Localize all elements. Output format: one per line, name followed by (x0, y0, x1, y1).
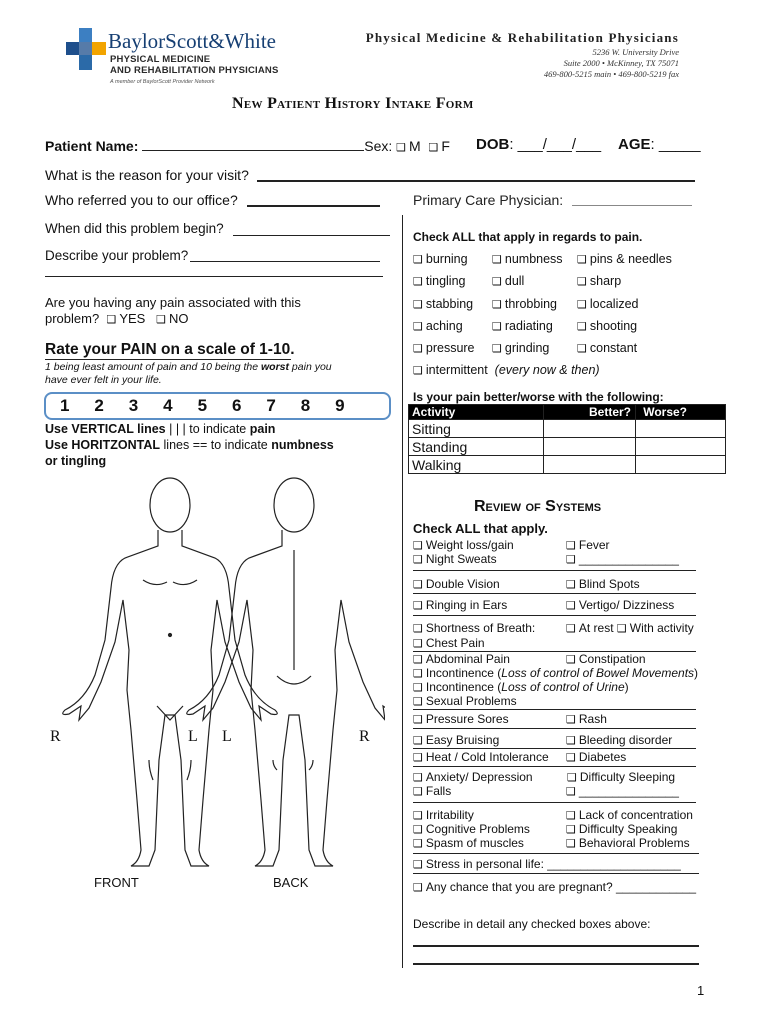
vert-a: Use VERTICAL lines (45, 422, 166, 436)
logo-subtitle-1: PHYSICAL MEDICINE (110, 54, 211, 65)
ros-abdominal-pain[interactable] (413, 652, 510, 666)
label-end: ) (694, 666, 699, 680)
pain-type-checkbox[interactable]: ❑ (413, 319, 423, 333)
pain-no-checkbox[interactable]: ❑ (156, 313, 167, 326)
pain-scale-title: Rate your PAIN on a scale of 1-10. (45, 341, 295, 358)
checkbox[interactable]: ❑ (413, 785, 423, 798)
checkbox[interactable]: ❑ (566, 713, 576, 726)
checkbox[interactable]: ❑ (413, 539, 423, 552)
label: Chest Pain (425, 636, 485, 650)
pain-type-label: constant (589, 341, 638, 356)
pain-scale-number[interactable]: 6 (231, 396, 242, 415)
ros-describe-label: Describe in detail any checked boxes above: (413, 917, 651, 931)
pain-type-checkbox[interactable]: ❑ (577, 297, 587, 311)
pain-scale-number[interactable]: 8 (300, 396, 311, 415)
pain-question-line2 (45, 311, 189, 326)
pain-type-checkbox[interactable]: ❑ (492, 342, 502, 356)
ros-rash[interactable] (566, 712, 607, 726)
ros-divider (413, 593, 696, 594)
label: Cognitive Problems (425, 822, 530, 836)
label: Shortness of Breath: (425, 621, 536, 635)
pain-type-checkbox[interactable]: ❑ (413, 275, 423, 289)
front-left-label: L (188, 728, 198, 745)
label: _______________ (578, 552, 679, 566)
age-field[interactable] (618, 136, 701, 153)
back-left-label: L (222, 728, 232, 745)
ros-incontinence-bowel[interactable] (413, 666, 698, 680)
better-col-header: Better? (544, 405, 636, 420)
ros-divider (413, 748, 696, 749)
began-field[interactable] (233, 235, 390, 236)
pain-type-option[interactable] (413, 319, 463, 333)
ros-divider (413, 766, 696, 767)
checkbox[interactable]: ❑ (413, 637, 423, 650)
pcp-field[interactable] (572, 205, 692, 206)
pain-scale-number[interactable]: 9 (335, 396, 345, 415)
ros-anxiety[interactable] (413, 770, 533, 784)
ros-incontinence-urine[interactable] (413, 680, 629, 694)
ros-behavioral[interactable] (566, 836, 690, 850)
pain-scale-number[interactable]: 7 (266, 396, 276, 415)
intermittent-checkbox[interactable]: ❑ (413, 364, 423, 377)
horiz-c: numbness (271, 438, 334, 452)
label: _______________ (578, 784, 679, 798)
activity-row (409, 420, 726, 438)
label-end: ) (624, 680, 629, 694)
age-blank: : _____ (650, 136, 701, 153)
ros-heat-cold[interactable] (413, 750, 549, 764)
vert-c: pain (249, 422, 276, 436)
activity-heading: Is your pain better/worse with the following: (413, 390, 664, 404)
ros-other-2[interactable] (566, 784, 679, 798)
checkbox[interactable]: ❑ (566, 785, 576, 798)
label: Difficulty Sleeping (579, 770, 676, 784)
ros-title: Review of Systems (474, 498, 602, 515)
activity-standing: Standing (409, 438, 544, 456)
horizontal-instruction-line2: or tingling (45, 454, 107, 468)
ros-pregnant[interactable] (413, 880, 696, 894)
ros-divider (413, 615, 696, 616)
label: Constipation (578, 652, 646, 666)
ros-irritability[interactable] (413, 808, 474, 822)
pain-scale-number[interactable]: 5 (197, 396, 208, 415)
label: Pressure Sores (425, 712, 509, 726)
pain-scale-number[interactable]: 3 (128, 396, 139, 415)
checkbox[interactable]: ❑ (413, 681, 423, 694)
pain-type-checkbox[interactable]: ❑ (577, 319, 587, 333)
ros-chest-pain[interactable] (413, 636, 485, 650)
checkbox[interactable]: ❑ (413, 771, 423, 784)
walking-better-cell[interactable] (544, 456, 636, 474)
standing-better-cell[interactable] (544, 438, 636, 456)
checkbox[interactable]: ❑ (413, 713, 423, 726)
pain-type-label: throbbing (504, 296, 557, 311)
pain-type-checkbox[interactable]: ❑ (577, 253, 587, 266)
ros-describe-line-2[interactable] (413, 963, 699, 965)
ros-divider (413, 802, 696, 803)
label: Vertigo/ Dizziness (578, 598, 675, 612)
pain-type-label: shooting (589, 318, 638, 333)
pain-type-option[interactable] (413, 297, 473, 311)
pain-type-checkbox[interactable]: ❑ (413, 253, 423, 266)
label: Difficulty Speaking (578, 822, 678, 836)
vertical-instruction (45, 422, 275, 436)
checkbox[interactable]: ❑ (566, 734, 576, 747)
pain-type-option[interactable] (577, 341, 637, 355)
ros-stress[interactable] (413, 857, 681, 871)
ros-cognitive[interactable] (413, 822, 530, 836)
pain-type-checkbox[interactable]: ❑ (492, 253, 502, 266)
reason-field[interactable] (257, 180, 695, 182)
ros-shortness-breath[interactable] (413, 621, 535, 635)
pain-question-label: problem? (45, 311, 100, 326)
pain-type-label: stabbing (425, 296, 474, 311)
label: Irritability (425, 808, 474, 822)
label: Any chance that you are pregnant? ____________ (425, 880, 697, 894)
ros-divider (413, 853, 699, 854)
checkbox[interactable]: ❑ (566, 653, 576, 666)
describe-field-2[interactable] (45, 276, 383, 277)
checkbox[interactable]: ❑ (413, 553, 423, 566)
pain-type-option[interactable] (577, 319, 637, 333)
ros-night-sweats[interactable] (413, 552, 497, 566)
pain-type-checkbox[interactable]: ❑ (577, 342, 587, 356)
ros-pressure-sores[interactable] (413, 712, 509, 726)
checkbox[interactable]: ❑ (413, 881, 423, 894)
ros-bleeding-disorder[interactable] (566, 733, 672, 747)
sex-label: Sex: (364, 138, 393, 154)
pain-type-option[interactable] (577, 274, 621, 288)
checkbox[interactable]: ❑ (413, 667, 423, 680)
ros-diabetes[interactable] (566, 750, 626, 764)
pain-type-label: dull (504, 274, 525, 289)
checkbox[interactable]: ❑ (413, 734, 423, 747)
pain-type-option[interactable] (413, 252, 468, 266)
checkbox[interactable]: ❑ (566, 599, 576, 612)
front-right-label: R (50, 728, 61, 745)
pain-type-option[interactable] (492, 297, 557, 311)
activity-header-row (409, 405, 726, 420)
ros-vertigo[interactable] (566, 598, 674, 612)
back-right-label: R (359, 728, 370, 745)
pain-scale-title-underline (45, 359, 291, 360)
patient-name-field[interactable] (142, 139, 364, 151)
pain-question-line1: Are you having any pain associated with this (45, 295, 301, 310)
sex-f-label: F (441, 138, 450, 154)
ros-check-all: Check ALL that apply. (413, 521, 548, 536)
ros-blind-spots[interactable] (566, 577, 640, 591)
pain-type-checkbox[interactable]: ❑ (577, 275, 587, 289)
checkbox[interactable]: ❑ (566, 823, 576, 836)
patient-name-label: Patient Name: (45, 138, 139, 154)
checkbox[interactable]: ❑ (413, 599, 423, 612)
checkbox[interactable]: ❑ (566, 553, 576, 566)
describe-field-1[interactable] (190, 261, 380, 262)
address-line-1: 5236 W. University Drive (592, 47, 679, 57)
label: Weight loss/gain (425, 538, 514, 552)
pain-type-option[interactable] (492, 341, 549, 355)
checkbox[interactable]: ❑ (566, 809, 576, 822)
worse-col-header: Worse? (636, 405, 726, 420)
activity-row (409, 456, 726, 474)
ros-difficulty-speaking[interactable] (566, 822, 677, 836)
pain-type-option[interactable] (413, 274, 466, 288)
pain-type-label: burning (425, 252, 468, 266)
sitting-worse-cell[interactable] (636, 420, 726, 438)
pain-type-label: localized (589, 296, 639, 311)
label: Rash (578, 712, 607, 726)
pain-types-heading: Check ALL that apply in regards to pain. (413, 230, 643, 244)
horizontal-instruction (45, 438, 334, 452)
age-label: AGE (618, 136, 651, 153)
label: Stress in personal life: ____________________ (425, 857, 681, 871)
ros-sexual-problems[interactable] (413, 694, 517, 708)
label: Spasm of muscles (425, 836, 524, 850)
pain-type-label: numbness (504, 252, 563, 266)
pain-scale-numbers (60, 396, 370, 416)
pain-scale-number[interactable]: 4 (163, 396, 173, 415)
checkbox[interactable]: ❑ (413, 653, 423, 666)
walking-worse-cell[interactable] (636, 456, 726, 474)
dob-field[interactable] (476, 136, 601, 153)
describe-question: Describe your problem? (45, 248, 189, 263)
checkbox[interactable]: ❑ (566, 578, 576, 591)
label: Double Vision (425, 577, 500, 591)
pain-type-checkbox[interactable]: ❑ (492, 319, 502, 333)
ros-divider (413, 570, 696, 571)
label: Night Sweats (425, 552, 497, 566)
label: Bleeding disorder (578, 733, 673, 747)
pain-note-a: 1 being least amount of pain and 10 being the (45, 361, 261, 373)
sex-m-label: M (409, 138, 421, 154)
pain-type-checkbox[interactable]: ❑ (492, 297, 502, 311)
label: Incontinence ( (425, 666, 502, 680)
intermittent-label: intermittent (425, 363, 488, 377)
pain-note-worst: worst (261, 361, 290, 373)
label: Incontinence ( (425, 680, 502, 694)
dob-blank: : ___/___/___ (509, 136, 602, 153)
checkbox[interactable]: ❑ (566, 751, 576, 764)
vert-b: | | | to indicate (165, 422, 250, 436)
pain-type-option[interactable] (577, 297, 639, 311)
ros-falls[interactable] (413, 784, 451, 798)
ros-constipation[interactable] (566, 652, 646, 666)
logo-cross-icon (66, 28, 106, 70)
label: Anxiety/ Depression (425, 770, 533, 784)
checkbox[interactable]: ❑ (413, 751, 423, 764)
ros-spasm[interactable] (413, 836, 524, 850)
checkbox[interactable]: ❑ (413, 809, 423, 822)
ros-lack-concentration[interactable] (566, 808, 693, 822)
logo-tagline: A member of BaylorScott Provider Network (110, 79, 215, 85)
pain-type-option[interactable] (577, 252, 672, 266)
ros-fever[interactable] (566, 538, 610, 552)
pain-type-label: aching (425, 318, 463, 333)
reason-question: What is the reason for your visit? (45, 167, 249, 183)
label-detail: Loss of control of Bowel Movements (501, 666, 695, 680)
pain-type-option[interactable] (492, 274, 524, 288)
activity-sitting: Sitting (409, 420, 544, 438)
ros-ringing-ears[interactable] (413, 598, 507, 612)
pain-scale-note-line1 (45, 361, 332, 373)
front-body-figure (63, 478, 278, 866)
ros-divider (413, 709, 696, 710)
pain-type-option[interactable] (413, 341, 475, 355)
checkbox[interactable]: ❑ (413, 622, 423, 635)
activity-walking: Walking (409, 456, 544, 474)
pcp-question: Primary Care Physician: (413, 192, 564, 208)
address-line-2: Suite 2000 • McKinney, TX 75071 (563, 58, 679, 68)
pain-type-intermittent[interactable] (413, 363, 600, 377)
page-number: 1 (697, 983, 705, 998)
ros-sob-options (566, 621, 694, 635)
label: Diabetes (578, 750, 627, 764)
body-diagram[interactable] (45, 470, 385, 875)
pain-yes-label: YES (119, 311, 146, 326)
column-divider (402, 215, 403, 968)
pain-scale-number[interactable]: 2 (94, 396, 104, 415)
logo-wordmark: BaylorScott&White (108, 29, 276, 53)
dob-label: DOB (476, 136, 510, 153)
checkbox[interactable]: ❑ (413, 858, 423, 871)
pain-no-label: NO (169, 311, 189, 326)
label: Ringing in Ears (425, 598, 508, 612)
standing-worse-cell[interactable] (636, 438, 726, 456)
label: Blind Spots (578, 577, 640, 591)
practice-name: Physical Medicine & Rehabilitation Physicians (365, 30, 679, 45)
ros-double-vision[interactable] (413, 577, 500, 591)
patient-info-row (45, 138, 450, 154)
label-detail: Loss of control of Urine (501, 680, 625, 694)
label: Falls (425, 784, 452, 798)
sex-m-checkbox[interactable]: ❑ (396, 141, 407, 154)
label: Fever (578, 538, 610, 552)
pain-type-checkbox[interactable]: ❑ (413, 342, 423, 356)
referred-question: Who referred you to our office? (45, 192, 238, 208)
pain-type-option[interactable] (492, 319, 553, 333)
pain-type-label: pressure (425, 341, 475, 356)
ros-other-1[interactable] (566, 552, 679, 566)
horiz-b: lines == to indicate (160, 438, 272, 452)
back-body-figure (187, 478, 385, 866)
pain-type-option[interactable] (492, 252, 563, 266)
checkbox[interactable]: ❑ (413, 823, 423, 836)
ros-easy-bruising[interactable] (413, 733, 499, 747)
pain-scale-note-line2: have ever felt in your life. (45, 374, 162, 386)
ros-weight-loss[interactable] (413, 538, 514, 552)
pain-type-label: grinding (504, 341, 550, 356)
checkbox[interactable]: ❑ (413, 837, 423, 850)
pain-yes-checkbox[interactable]: ❑ (106, 313, 117, 326)
pain-type-checkbox[interactable]: ❑ (413, 297, 423, 311)
back-label: BACK (273, 875, 309, 890)
label: Easy Bruising (425, 733, 500, 747)
label: Sexual Problems (425, 694, 517, 708)
checkbox[interactable]: ❑ (567, 771, 577, 784)
pain-type-label: radiating (504, 318, 553, 333)
front-label: FRONT (94, 875, 139, 890)
activity-row (409, 438, 726, 456)
pain-scale-number[interactable]: 1 (60, 396, 70, 415)
began-question: When did this problem begin? (45, 221, 224, 236)
checkbox[interactable]: ❑ (413, 578, 423, 591)
ros-divider (413, 873, 699, 874)
checkbox[interactable]: ❑ (566, 539, 576, 552)
form-title: New Patient History Intake Form (232, 95, 474, 112)
label: With activity (629, 621, 694, 635)
ros-describe-line-1[interactable] (413, 945, 699, 947)
at-rest-checkbox[interactable]: ❑ (566, 622, 576, 635)
sex-f-checkbox[interactable]: ❑ (428, 141, 439, 154)
phone-fax-line: 469-800-5215 main • 469-800-5219 fax (543, 69, 679, 79)
sitting-better-cell[interactable] (544, 420, 636, 438)
activity-table (408, 404, 726, 474)
with-activity-checkbox[interactable]: ❑ (616, 622, 627, 635)
logo-subtitle-2: AND REHABILITATION PHYSICIANS (110, 65, 279, 76)
pain-type-checkbox[interactable]: ❑ (492, 275, 502, 289)
label: Heat / Cold Intolerance (425, 750, 549, 764)
pain-type-label: pins & needles (589, 252, 672, 266)
horiz-a: Use HORITZONTAL (45, 438, 161, 452)
label: Abdominal Pain (425, 652, 510, 666)
pain-note-b: pain you (289, 361, 332, 373)
checkbox[interactable]: ❑ (413, 695, 423, 708)
label: At rest (578, 621, 614, 635)
pain-type-label: tingling (425, 274, 466, 289)
referred-field[interactable] (247, 205, 380, 207)
checkbox[interactable]: ❑ (566, 837, 576, 850)
activity-col-header: Activity (409, 405, 544, 420)
intermittent-note: (every now & then) (494, 363, 600, 377)
label: Behavioral Problems (578, 836, 690, 850)
pain-type-label: sharp (589, 274, 622, 289)
ros-divider (413, 728, 696, 729)
label: Lack of concentration (578, 808, 693, 822)
ros-difficulty-sleeping[interactable] (567, 770, 675, 784)
